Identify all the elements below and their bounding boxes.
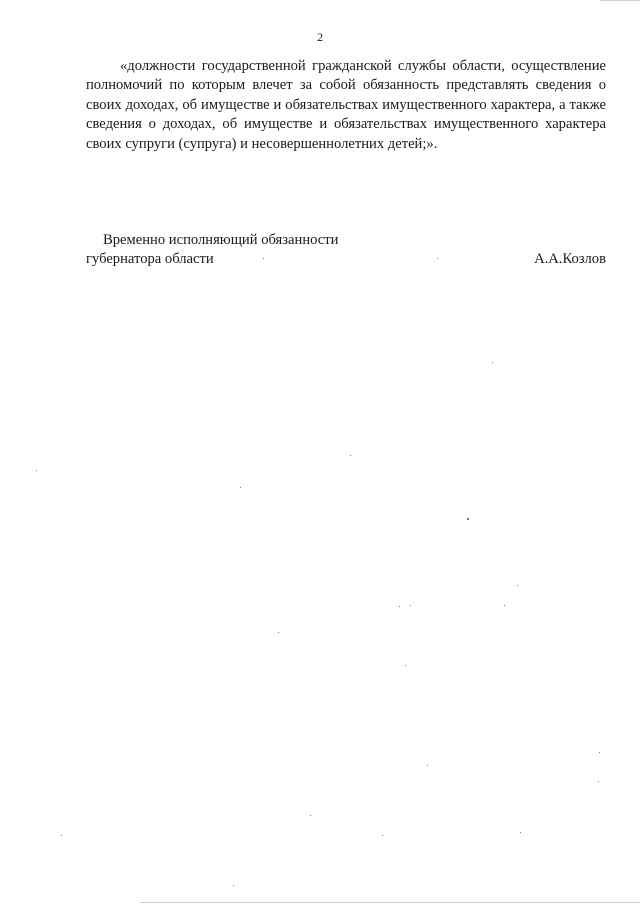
signatory-row <box>86 250 606 269</box>
body-paragraph: «должности государственной гражданской службы области, осуществление полномочий по которым влечет за собой обязанность представлять сведения о своих доходах, об имуществе и обязательствах имущественного характера, а также сведения о доходах, об имуществе и обязательствах имущественного характера своих супруги (супруга) и несовершеннолетних детей;». <box>86 58 606 152</box>
signatory-title-line1: Временно исполняющий обязанности <box>103 232 339 248</box>
page-number: 2 <box>317 30 323 44</box>
scan-edge-bottom <box>140 902 640 903</box>
signatory-title-line2: губернатора области <box>86 251 214 268</box>
signature-block <box>86 231 606 270</box>
signatory-name: А.А.Козлов <box>534 251 606 268</box>
scan-edge-top <box>600 0 640 1</box>
